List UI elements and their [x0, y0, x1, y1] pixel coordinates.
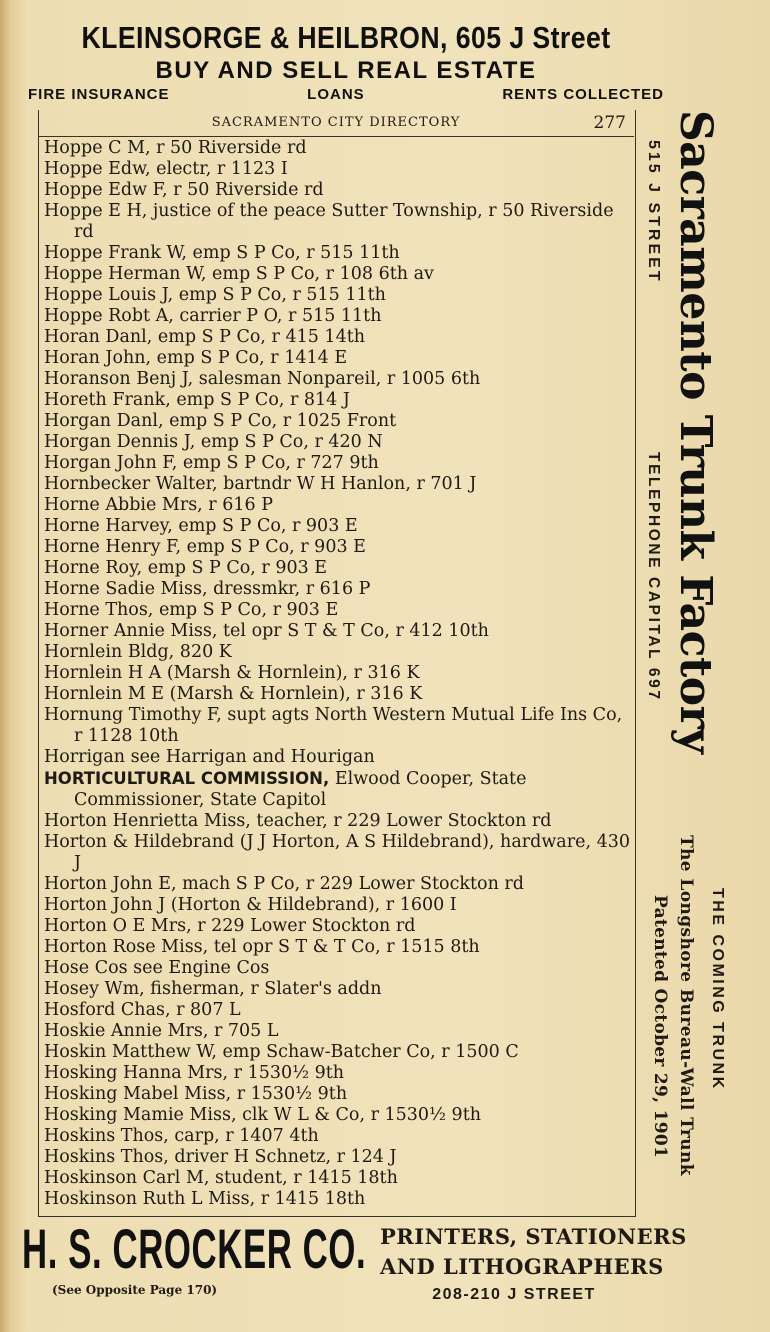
directory-entry: Hose Cos see Engine Cos	[44, 958, 270, 978]
directory-entry: Hosking Hanna Mrs, r 1530½ 9th	[44, 1063, 345, 1083]
directory-entry: Horgan Dennis J, emp S P Co, r 420 N	[44, 432, 383, 452]
advertiser-tagline: BUY AND SELL REAL ESTATE	[155, 57, 537, 84]
trunk-factory-telephone: TELEPHONE CAPITAL 697	[645, 452, 662, 702]
directory-entry: Horne Thos, emp S P Co, r 903 E	[44, 600, 339, 620]
directory-entry: Hornlein Bldg, 820 K	[44, 642, 232, 662]
directory-entry: Hoppe Robt A, carrier P O, r 515 11th	[44, 306, 382, 326]
directory-entry: Hoppe Herman W, emp S P Co, r 108 6th av	[44, 264, 434, 284]
directory-entry: Hoskin Matthew W, emp Schaw-Batcher Co, r 1500 C	[44, 1042, 519, 1062]
patent-date-line: Patented October 29, 1901	[650, 895, 670, 1159]
directory-entry: Horton Henrietta Miss, teacher, r 229 Lower Stockton rd	[44, 811, 552, 831]
crocker-company-name: H. S. CROCKER CO.	[22, 1217, 367, 1280]
entry-text: Elwood Cooper, State Commissioner, State Capitol	[74, 769, 527, 810]
directory-entry: Hornbecker Walter, bartndr W H Hanlon, r 701 J	[44, 474, 477, 494]
longshore-trunk-line: The Longshore Bureau-Wall Trunk	[676, 835, 696, 1176]
directory-entry: Horgan John F, emp S P Co, r 727 9th	[44, 453, 379, 473]
directory-entry: Horan John, emp S P Co, r 1414 E	[44, 348, 348, 368]
directory-entry: Hornlein H A (Marsh & Hornlein), r 316 K	[44, 663, 420, 683]
directory-entry: Hoppe E H, justice of the peace Sutter Township, r 50 Riverside rd	[44, 201, 614, 242]
directory-entry: Horton John J (Horton & Hildebrand), r 1600 I	[44, 895, 457, 915]
directory-entry: Horton O E Mrs, r 229 Lower Stockton rd	[44, 916, 416, 936]
directory-entry: Horanson Benj J, salesman Nonpareil, r 1005 6th	[44, 369, 481, 389]
directory-entry: Hosey Wm, fisherman, r Slater's addn	[44, 979, 382, 999]
directory-entry: Hoskins Thos, carp, r 1407 4th	[44, 1126, 319, 1146]
directory-entry: Horner Annie Miss, tel opr S T & T Co, r 412 10th	[44, 621, 489, 641]
entry-heading: HORTICULTURAL COMMISSION,	[44, 769, 330, 788]
directory-entry: Hoppe C M, r 50 Riverside rd	[44, 138, 307, 158]
directory-entry: Hoppe Edw, electr, r 1123 I	[44, 159, 288, 179]
directory-entry: Hoskins Thos, driver H Schnetz, r 124 J	[44, 1147, 397, 1167]
directory-entry: Horne Sadie Miss, dressmkr, r 616 P	[44, 579, 371, 599]
top-advertisement	[26, 18, 666, 104]
directory-entry	[44, 768, 634, 811]
trunk-factory-name: Sacramento Trunk Factory	[670, 110, 721, 754]
directory-entry: Horne Henry F, emp S P Co, r 903 E	[44, 537, 366, 557]
service-item: FIRE INSURANCE	[28, 86, 170, 103]
page-number: 277	[593, 113, 626, 133]
directory-entry: Horton Rose Miss, tel opr S T & T Co, r 1515 8th	[44, 937, 480, 957]
directory-entry: Horrigan see Harrigan and Hourigan	[44, 747, 375, 767]
directory-entry: Hosking Mamie Miss, clk W L & Co, r 1530½ 9th	[44, 1105, 481, 1125]
directory-entry: Horne Abbie Mrs, r 616 P	[44, 495, 273, 515]
directory-entry: Hornlein M E (Marsh & Hornlein), r 316 K	[44, 684, 423, 704]
crocker-services-line: PRINTERS, STATIONERS	[380, 1224, 687, 1249]
directory-entry: Hoppe Louis J, emp S P Co, r 515 11th	[44, 285, 386, 305]
crocker-address: 208-210 J STREET	[432, 1286, 596, 1303]
crocker-services	[380, 1222, 687, 1282]
directory-entry: Hosford Chas, r 807 L	[44, 1000, 241, 1020]
directory-entry: Hoskinson Ruth L Miss, r 1415 18th	[44, 1189, 366, 1209]
directory-entry: Horton John E, mach S P Co, r 229 Lower Stockton rd	[44, 874, 524, 894]
directory-entry: Horeth Frank, emp S P Co, r 814 J	[44, 390, 350, 410]
directory-entry: Horne Harvey, emp S P Co, r 903 E	[44, 516, 358, 536]
crocker-page-reference: (See Opposite Page 170)	[52, 1283, 218, 1297]
directory-entry: Hornung Timothy F, supt agts North Western Mutual Life Ins Co, r 1128 10th	[44, 705, 623, 746]
directory-entry: Hoskie Annie Mrs, r 705 L	[44, 1021, 279, 1041]
directory-title: SACRAMENTO CITY DIRECTORY	[211, 115, 461, 130]
directory-entry: Hoppe Edw F, r 50 Riverside rd	[44, 180, 324, 200]
advertiser-services	[26, 86, 666, 104]
directory-entry: Hosking Mabel Miss, r 1530½ 9th	[44, 1084, 348, 1104]
directory-entry: Horton & Hildebrand (J J Horton, A S Hildebrand), hardware, 430 J	[44, 832, 630, 873]
trunk-factory-street: 515 J STREET	[645, 140, 662, 284]
running-header	[38, 110, 634, 137]
directory-entries	[44, 138, 634, 1210]
directory-entry: Horne Roy, emp S P Co, r 903 E	[44, 558, 328, 578]
directory-entry: Horgan Danl, emp S P Co, r 1025 Front	[44, 411, 397, 431]
directory-entry: Horan Danl, emp S P Co, r 415 14th	[44, 327, 366, 347]
directory-entry: Hoppe Frank W, emp S P Co, r 515 11th	[44, 243, 400, 263]
crocker-services-line: AND LITHOGRAPHERS	[380, 1254, 664, 1279]
advertiser-name: KLEINSORGE & HEILBRON, 605 J Street	[81, 20, 611, 55]
directory-entry: Hoskinson Carl M, student, r 1415 18th	[44, 1168, 398, 1188]
service-item: RENTS COLLECTED	[502, 86, 664, 103]
coming-trunk-heading: THE COMING TRUNK	[709, 888, 726, 1091]
service-item: LOANS	[307, 86, 365, 103]
